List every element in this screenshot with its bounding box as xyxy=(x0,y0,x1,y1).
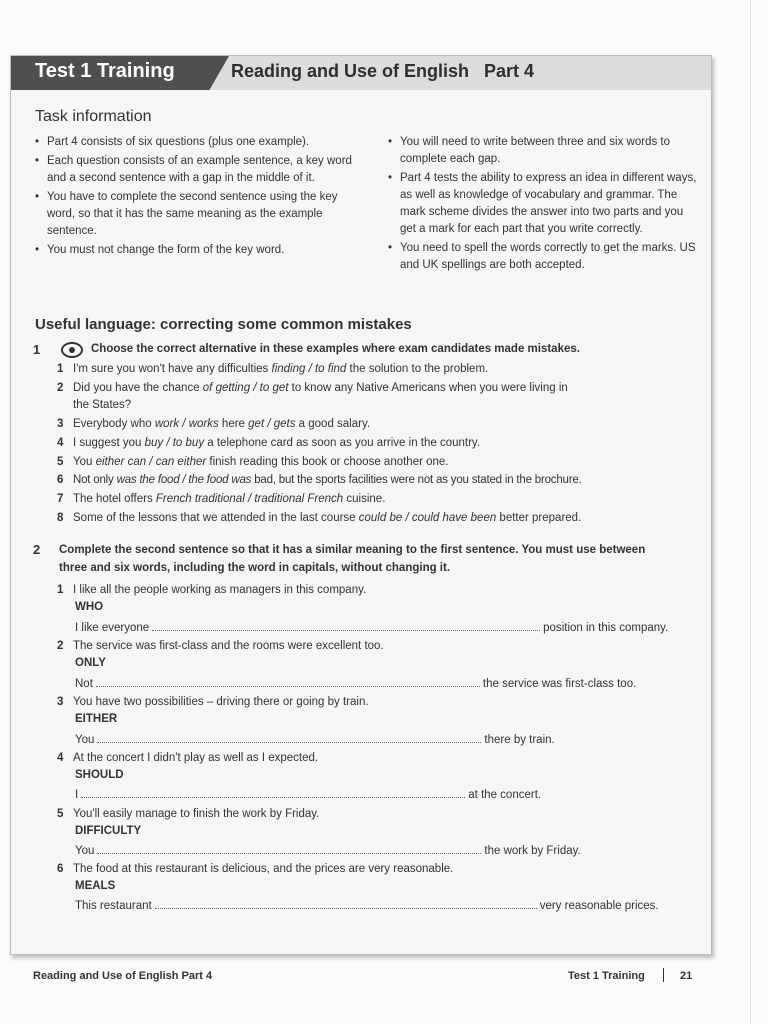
answer-gap[interactable] xyxy=(81,787,465,798)
exam-tip-eye-icon xyxy=(61,342,83,358)
header-bar xyxy=(11,56,711,90)
answer-line[interactable]: Not the service was first-class too. xyxy=(75,678,637,690)
answer-gap[interactable] xyxy=(97,732,481,743)
key-word: SHOULD xyxy=(75,769,124,781)
answer-gap[interactable] xyxy=(97,843,481,854)
bullet-item: • Each question consists of an example sentence, a key word and a second sentence with a gap in the middle of it. xyxy=(35,155,352,184)
exercise-2-number: 2 xyxy=(33,542,41,557)
bullet-item: • You have to complete the second sentence using the key word, so that it has the same meaning as the example sentence. xyxy=(35,191,338,237)
useful-language-title: Useful language: correcting some common mistakes xyxy=(35,316,412,333)
exercise-2-instruction-line2: three and six words, including the word in capitals, without changing it. xyxy=(59,562,451,574)
answer-line[interactable]: You the work by Friday. xyxy=(75,845,581,857)
bullet-item: • Part 4 consists of six questions (plus one example). xyxy=(35,136,310,148)
task-info-right xyxy=(386,134,701,276)
answer-line[interactable]: You there by train. xyxy=(75,734,555,746)
footer-section: Reading and Use of English Part 4 xyxy=(33,970,213,982)
exercise-card: Test 1 Training Reading and Use of English Part 4 Task information • Part 4 consists of six questions (plus one example). • Each question consists of an example sentence, a key word and a second sentence with a gap in the middle of it. • You have to complete the second sentence using the key word, so that it has the same meaning as the example sentence. • You must not change the form of the key word. • You will need to write between three and six words to complete each gap. • Part 4 tests the ability to express an idea in different ways, as well as knowledge of vocabulary and grammar. The mark scheme divides the answer into two parts and you get a mark for each part that you write correctly. • You need to spell the words correctly to get the marks. US and UK spellings are both accepted. Useful language: correcting some common mistakes 1 Choose the correct alternative in these examples where exam candidates made mistakes. 1 I'm sure you won't have any difficulties finding / to find the solution to the problem. 2 Did you have the chance of getting / to get to know any Native Americans when you were living in the States? 3 Everybody who work / works here get / gets a good salary. 4 I suggest you buy / to buy a telephone card as soon as you arrive in the country. 5 You either can / can either finish reading this book or choose another one. 6 Not only was the food / the food was bad, but the sports facilities were not as you stated in the brochure. 7 The hotel offers French traditional / traditional French cuisine. 8 Some of the lessons that we attended in the last course could be / could have been better prepared. 2 Complete the second sentence so that it has a similar meaning to the first sentence. You must use between three and six words, including the word in capitals, without changing it. 1 I like all the people working as managers in this company. WHO I like everyone position in this company. 2 The service was first-class and the rooms were excellent too. ONLY Not the service was first-class too. 3 You have two possibilities – driving there or going by train. EITHER You there by train. 4 At the concert I didn't play as well as I expected. SHOULD I at the concert. 5 You'll easily manage to finish the work by Friday. DIFFICULTY You the work by Friday. 6 The food at this restaurant is delicious, and the prices are very reasonable. MEALS This restaurant very reasonable prices. xyxy=(10,55,712,955)
footer-test: Test 1 Training xyxy=(568,970,645,982)
section-title: Reading and Use of English Part 4 xyxy=(231,61,535,81)
exercise-1-instruction: Choose the correct alternative in these examples where exam candidates made mistakes. xyxy=(91,343,580,355)
answer-gap[interactable] xyxy=(155,898,537,909)
bullet-item: • Part 4 tests the ability to express an idea in different ways, as well as knowledge of vocabulary and grammar. The mark scheme divides the answer into two parts and you get a mark for each part that you write correctly. xyxy=(388,172,697,235)
key-word: ONLY xyxy=(75,657,106,669)
answer-line[interactable]: This restaurant very reasonable prices. xyxy=(75,900,659,912)
bullet-item: • You must not change the form of the key word. xyxy=(35,244,285,256)
footer-separator xyxy=(663,968,664,982)
bullet-item: • You need to spell the words correctly to get the marks. US and UK spellings are both accepted. xyxy=(388,242,696,271)
exercise-1-number: 1 xyxy=(33,342,41,357)
key-word: MEALS xyxy=(75,880,116,892)
key-word: WHO xyxy=(75,601,104,613)
page-number: 21 xyxy=(680,970,693,982)
answer-gap[interactable] xyxy=(96,676,480,687)
bullet-item: • You will need to write between three and six words to complete each gap. xyxy=(388,136,670,165)
answer-line[interactable]: I like everyone position in this company. xyxy=(75,622,669,634)
task-info-title: Task information xyxy=(35,108,152,125)
exercise-2-instruction-line1: Complete the second sentence so that it has a similar meaning to the first sentence. You must use between xyxy=(59,544,646,556)
key-word: DIFFICULTY xyxy=(75,825,142,837)
task-info-left xyxy=(33,134,363,261)
page-edge-line xyxy=(750,0,751,1024)
answer-gap[interactable] xyxy=(152,620,540,631)
test-title: Test 1 Training xyxy=(35,60,175,82)
answer-line[interactable]: I at the concert. xyxy=(75,789,542,801)
key-word: EITHER xyxy=(75,713,118,725)
